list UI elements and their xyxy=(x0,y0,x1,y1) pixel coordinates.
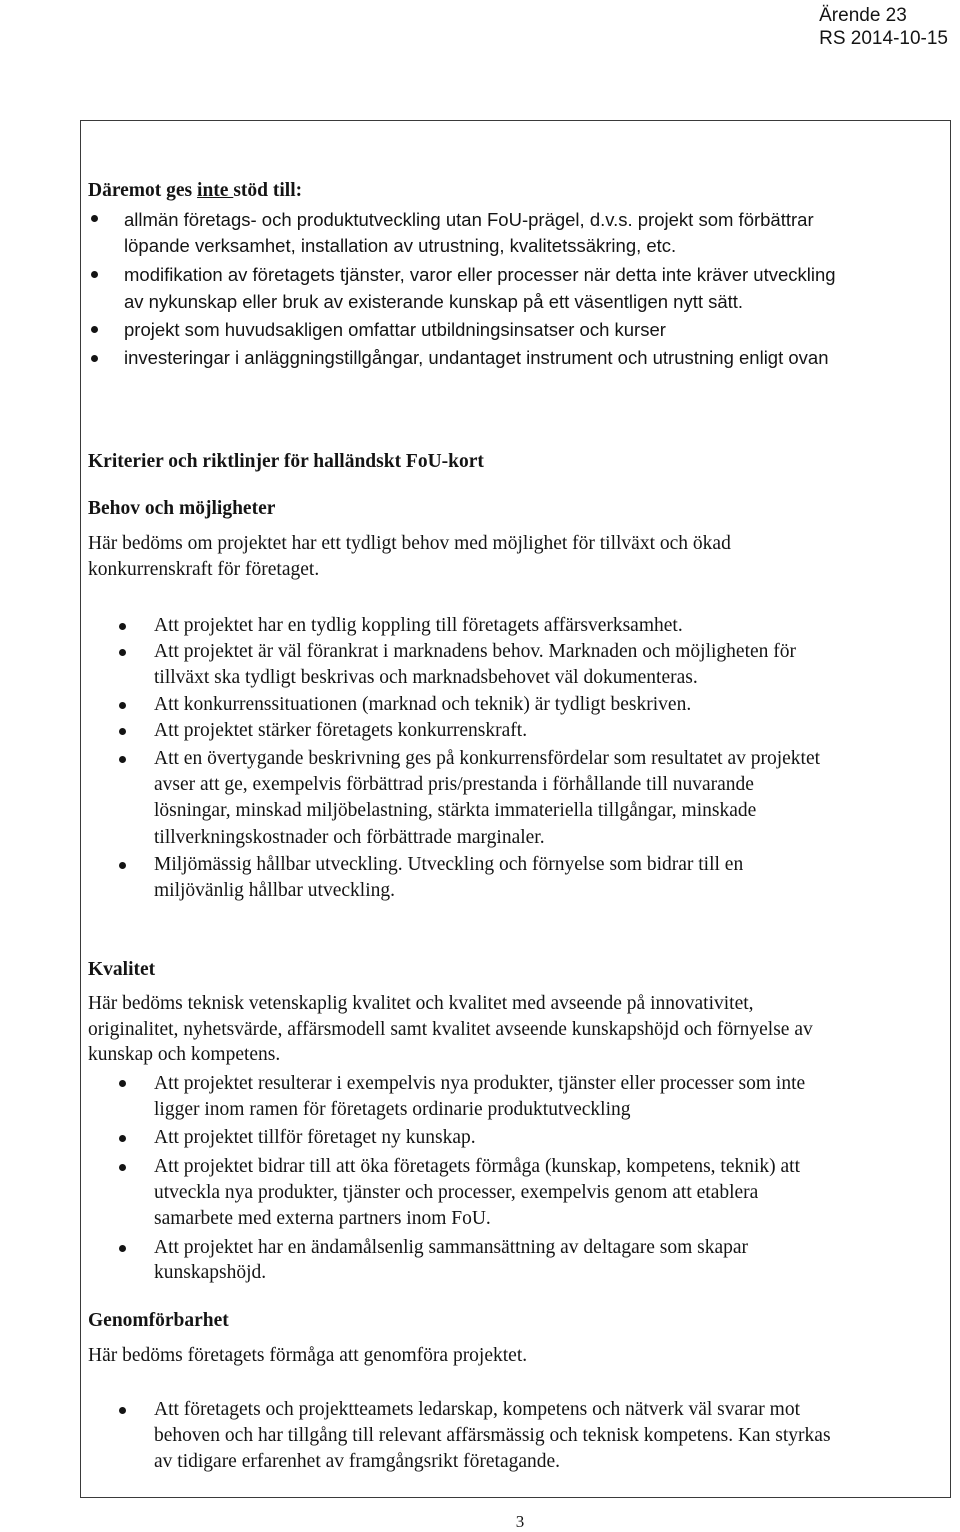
exclusion-item-line: löpande verksamhet, installation av utrustning, kvalitetssäkring, etc. xyxy=(124,235,677,256)
section-heading-feasibility: Genomförbarhet xyxy=(88,1310,229,1331)
case-reference xyxy=(819,4,948,50)
page-number: 3 xyxy=(515,1512,525,1531)
exclusion-item-line: projekt som huvudsakligen omfattar utbildningsinsatser och kurser xyxy=(124,319,666,340)
meeting-date: RS 2014-10-15 xyxy=(819,28,948,49)
needs-item-line: tillväxt ska tydligt beskrivas och marknadsbehovet väl dokumenteras. xyxy=(154,667,698,688)
quality-item-line: kunskapshöjd. xyxy=(154,1262,267,1283)
needs-item-line: Att en övertygande beskrivning ges på konkurrensfördelar som resultatet av projektet xyxy=(154,748,821,769)
bullet-icon xyxy=(119,1245,126,1252)
bullet-icon xyxy=(119,1407,126,1414)
bullet-icon xyxy=(91,326,98,333)
bullet-icon xyxy=(119,1080,126,1087)
bullet-icon xyxy=(119,1135,126,1142)
feasibility-item-line: av tidigare erfarenhet av framgångsrikt företagande. xyxy=(154,1451,561,1472)
quality-intro-line: Här bedöms teknisk vetenskaplig kvalitet och kvalitet med avseende på innovativitet, xyxy=(88,993,754,1014)
bullet-icon xyxy=(91,355,98,362)
case-number: Ärende 23 xyxy=(819,5,907,26)
bullet-icon xyxy=(119,623,126,630)
quality-intro-line: kunskap och kompetens. xyxy=(88,1044,281,1065)
feasibility-item-line: behoven och har tillgång till relevant affärsmässig och teknisk kompetens. Kan styrkas xyxy=(154,1425,831,1446)
bullet-icon xyxy=(119,756,126,763)
exclusion-item-line: investeringar i anläggningstillgångar, undantaget instrument och utrustning enligt ovan xyxy=(124,347,829,368)
needs-intro-line: konkurrenskraft för företaget. xyxy=(88,559,320,580)
exclusion-item-line: allmän företags- och produktutveckling utan FoU-prägel, d.v.s. projekt som förbättrar xyxy=(124,209,814,230)
needs-item-line: Miljömässig hållbar utveckling. Utveckling och förnyelse som bidrar till en xyxy=(154,854,744,875)
bullet-icon xyxy=(91,215,98,222)
needs-item-line: tillverkningskostnader och förbättrade marginaler. xyxy=(154,827,545,848)
quality-intro-line: originalitet, nyhetsvärde, affärsmodell samt kvalitet avseende kunskapshöjd och förnyelse av xyxy=(88,1019,813,1040)
quality-item-line: Att projektet har en ändamålsenlig sammansättning av deltagare som skapar xyxy=(154,1237,749,1258)
needs-item-line: avser att ge, exempelvis förbättrad pris/prestanda i förhållande till nuvarande xyxy=(154,774,754,795)
needs-item-line: Att projektet är väl förankrat i marknadens behov. Marknaden och möjligheten för xyxy=(154,641,797,662)
feasibility-item-line: Att företagets och projektteamets ledarskap, kompetens och nätverk väl svarar mot xyxy=(154,1399,800,1420)
quality-item-line: Att projektet tillför företaget ny kunskap. xyxy=(154,1127,476,1148)
needs-item-line: miljövänlig hållbar utveckling. xyxy=(154,880,395,901)
exclusion-item-line: modifikation av företagets tjänster, varor eller processer när detta inte kräver utveckling xyxy=(124,264,836,285)
bullet-icon xyxy=(91,271,98,278)
bullet-icon xyxy=(119,649,126,656)
needs-item-line: Att projektet har en tydlig koppling till företagets affärsverksamhet. xyxy=(154,615,683,636)
bullet-icon xyxy=(119,1164,126,1171)
exclusion-item-line: av nykunskap eller bruk av existerande kunskap på ett väsentligen nytt sätt. xyxy=(124,291,744,312)
quality-item-line: utveckla nya produkter, tjänster och processer, exempelvis genom att etablera xyxy=(154,1182,759,1203)
needs-item-line: Att konkurrenssituationen (marknad och teknik) är tydligt beskriven. xyxy=(154,694,692,715)
quality-item-line: ligger inom ramen för företagets ordinarie produktutveckling xyxy=(154,1099,631,1120)
exclusions-heading: Däremot ges inte stöd till: xyxy=(88,180,303,201)
needs-item-line: lösningar, minskad miljöbelastning, stärkta immateriella tillgångar, minskade xyxy=(154,800,757,821)
section-heading-quality: Kvalitet xyxy=(88,959,156,980)
quality-item-line: samarbete med externa partners inom FoU. xyxy=(154,1208,491,1229)
criteria-title: Kriterier och riktlinjer för halländskt FoU-kort xyxy=(88,451,484,472)
needs-intro-line: Här bedöms om projektet har ett tydligt behov med möjlighet för tillväxt och ökad xyxy=(88,533,731,554)
feasibility-intro-line: Här bedöms företagets förmåga att genomföra projektet. xyxy=(88,1345,528,1366)
bullet-icon xyxy=(119,862,126,869)
needs-item-line: Att projektet stärker företagets konkurrenskraft. xyxy=(154,720,528,741)
quality-item-line: Att projektet resulterar i exempelvis nya produkter, tjänster eller processer som inte xyxy=(154,1073,806,1094)
bullet-icon xyxy=(119,702,126,709)
quality-item-line: Att projektet bidrar till att öka företagets förmåga (kunskap, kompetens, teknik) att xyxy=(154,1156,801,1177)
section-heading-needs: Behov och möjligheter xyxy=(88,498,276,519)
bullet-icon xyxy=(119,728,126,735)
